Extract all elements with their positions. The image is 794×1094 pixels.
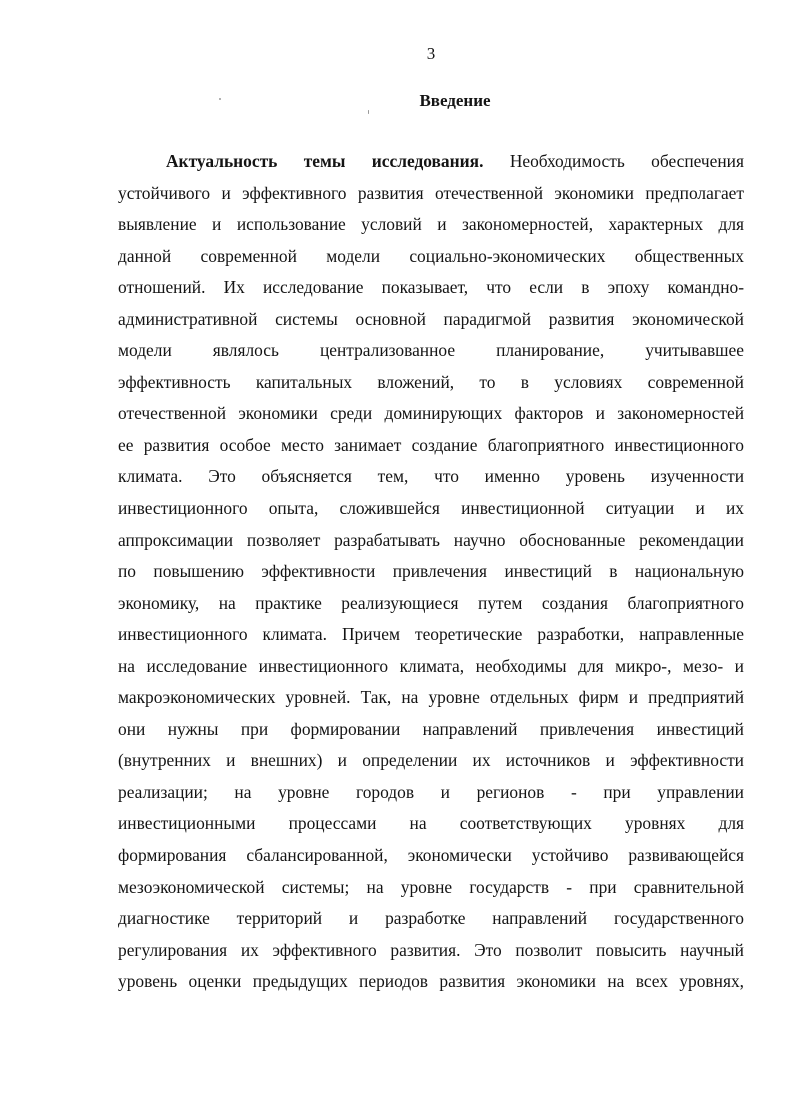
body-line: данной современной модели социально-экономических общественных [118,245,744,266]
lead-phrase: Актуальность темы исследования. [166,151,484,171]
body-line: они нужны при формировании направлений привлечения инвестиций [118,718,744,739]
body-line: формирования сбалансированной, экономически устойчиво развивающейся [118,845,744,866]
body-line-1-text: Необходимость обеспечения [509,151,744,171]
body-line: выявление и использование условий и закономерностей, характерных для [118,214,744,235]
body-line: экономику, на практике реализующиеся путем создания благоприятного [118,592,744,613]
body-line-1 [118,146,744,178]
section-heading: Введение [419,91,491,110]
body-line: инвестиционного климата. Причем теоретические разработки, направленные [118,624,744,645]
body-line: аппроксимации позволяет разрабатывать научно обоснованные рекомендации [118,529,744,550]
body-line: инвестиционного опыта, сложившейся инвестиционной ситуации и их [118,498,744,519]
scan-speck [219,98,221,100]
body-line: диагностике территорий и разработке направлений государственного [118,908,744,929]
body-line: эффективность капитальных вложений, то в условиях современной [118,371,744,392]
scan-speck [368,110,369,114]
body-line: (внутренних и внешних) и определении их источников и эффективности [118,750,744,771]
body-line: инвестиционными процессами на соответствующих уровнях для [118,813,744,834]
body-line: по повышению эффективности привлечения инвестиций в национальную [118,561,744,582]
body-line: административной системы основной парадигмой развития экономической [118,308,744,329]
body-line: модели являлось централизованное планирование, учитывавшее [118,340,744,361]
page-number: 3 [426,44,436,63]
body-line: реализации; на уровне городов и регионов - при управлении [118,781,744,802]
body-line: макроэкономических уровней. Так, на уровне отдельных фирм и предприятий [118,687,744,708]
body-line: устойчивого и эффективного развития отечественной экономики предполагает [118,182,744,203]
body-line: мезоэкономической системы; на уровне государств - при сравнительной [118,876,744,897]
body-line: регулирования их эффективного развития. Это позволит повысить научный [118,939,744,960]
body-line: на исследование инвестиционного климата, необходимы для микро-, мезо- и [118,655,744,676]
body-line: климата. Это объясняется тем, что именно уровень изученности [118,466,744,487]
body-text [118,146,744,998]
body-line: ее развития особое место занимает создание благоприятного инвестиционного [118,434,744,455]
body-line: уровень оценки предыдущих периодов развития экономики на всех уровнях, [118,971,744,992]
body-line: отношений. Их исследование показывает, что если в эпоху командно- [118,277,744,298]
body-line: отечественной экономики среди доминирующих факторов и закономерностей [118,403,744,424]
